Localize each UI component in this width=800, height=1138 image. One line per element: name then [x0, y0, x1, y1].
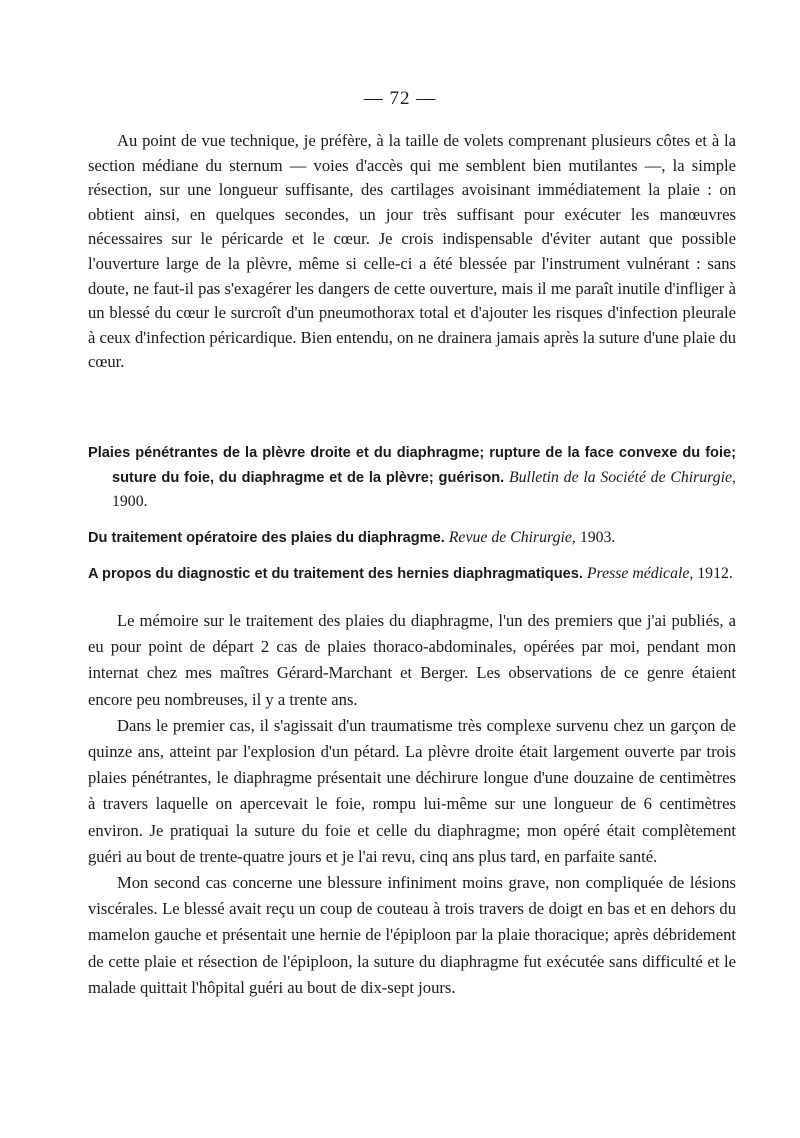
reference-journal: Presse médicale, [586, 565, 694, 582]
body-paragraph: Dans le premier cas, il s'agissait d'un traumatisme très complexe survenu chez un garçon de quinze ans, atteint par l'explosion d'un pétard. La plèvre droite était largement ouverte par trois plaies pénétrantes, le diaphragme présentait une déchirure longue d'une douzaine de centimètres à travers laquelle on apercevait le foie, rompu lui-même sur une longueur de 6 centimètres environ. Je pratiquai la suture du foie et celle du diaphragme; mon opéré était complètement guéri au bout de trente-quatre jours et je l'ai revu, cinq ans plus tard, en parfaite santé. [88, 715, 736, 866]
reference-item [88, 526, 736, 551]
reference-title: A propos du diagnostic et du traitement des hernies diaphragmatiques. [88, 566, 583, 582]
body-paragraph: Mon second cas concerne une blessure infiniment moins grave, non compliquée de lésions viscérales. Le blessé avait reçu un coup de couteau à trois travers de doigt en bas et en dehors du mamelon gauche et présentait une hernie de l'épiploon par la plaie thoracique; après débridement de cette plaie et résection de l'épiploon, la suture du diaphragme fut exécutée sans difficulté et le malade quittait l'hôpital guéri au bout de dix-sept jours. [88, 873, 736, 997]
reference-item [88, 562, 736, 587]
intro-paragraph: Au point de vue technique, je préfère, à la taille de volets comprenant plusieurs côtes et à la section médiane du sternum — voies d'accès qui me semblent bien mutilantes —, la simple résection, sur une longueur suffisante, des cartilages avoisinant immédiatement la plaie : on obtient ainsi, en quelques secondes, un jour très suffisant pour exécuter les manœuvres nécessaires sur le péricarde et le cœur. Je crois indispensable d'éviter autant que possible l'ouverture large de la plèvre, même si celle-ci a été blessée par l'instrument vulnérant : sans doute, ne faut-il pas s'exagérer les dangers de cette ouverture, mais il me paraît inutile d'infliger à un blessé du cœur le surcroît d'un pneumothorax total et d'ajouter les risques d'infection pleurale à ceux d'infection péricardique. Bien entendu, on ne drainera jamais après la suture d'une plaie du cœur. [88, 131, 736, 372]
reference-year: 1912. [697, 565, 733, 582]
reference-year: 1900. [112, 493, 148, 510]
reference-journal: Revue de Chirurgie, [448, 528, 576, 546]
reference-item [88, 441, 736, 514]
body-section [88, 608, 736, 1001]
reference-journal: Bulletin de la Société de Chirurgie, [508, 468, 736, 486]
page-number: — 72 — [363, 88, 437, 109]
references-list [88, 441, 736, 599]
reference-year: 1903. [579, 528, 616, 546]
body-paragraph: Le mémoire sur le traitement des plaies du diaphragme, l'un des premiers que j'ai publiés, a eu pour point de départ 2 cas de plaies thoraco-abdominales, opérées par moi, pendant mon internat chez mes maîtres Gérard-Marchant et Berger. Les observations de ce genre étaient encore peu nombreuses, il y a trente ans. [88, 611, 736, 709]
reference-title: Du traitement opératoire des plaies du diaphragme. [88, 529, 445, 546]
reference-title: Plaies pénétrantes de la plèvre droite et du diaphragme; rupture de la face convexe du foie; suture du foie, du diaphragme et de la plèvre; guérison. [88, 445, 736, 486]
intro-section [88, 129, 736, 375]
